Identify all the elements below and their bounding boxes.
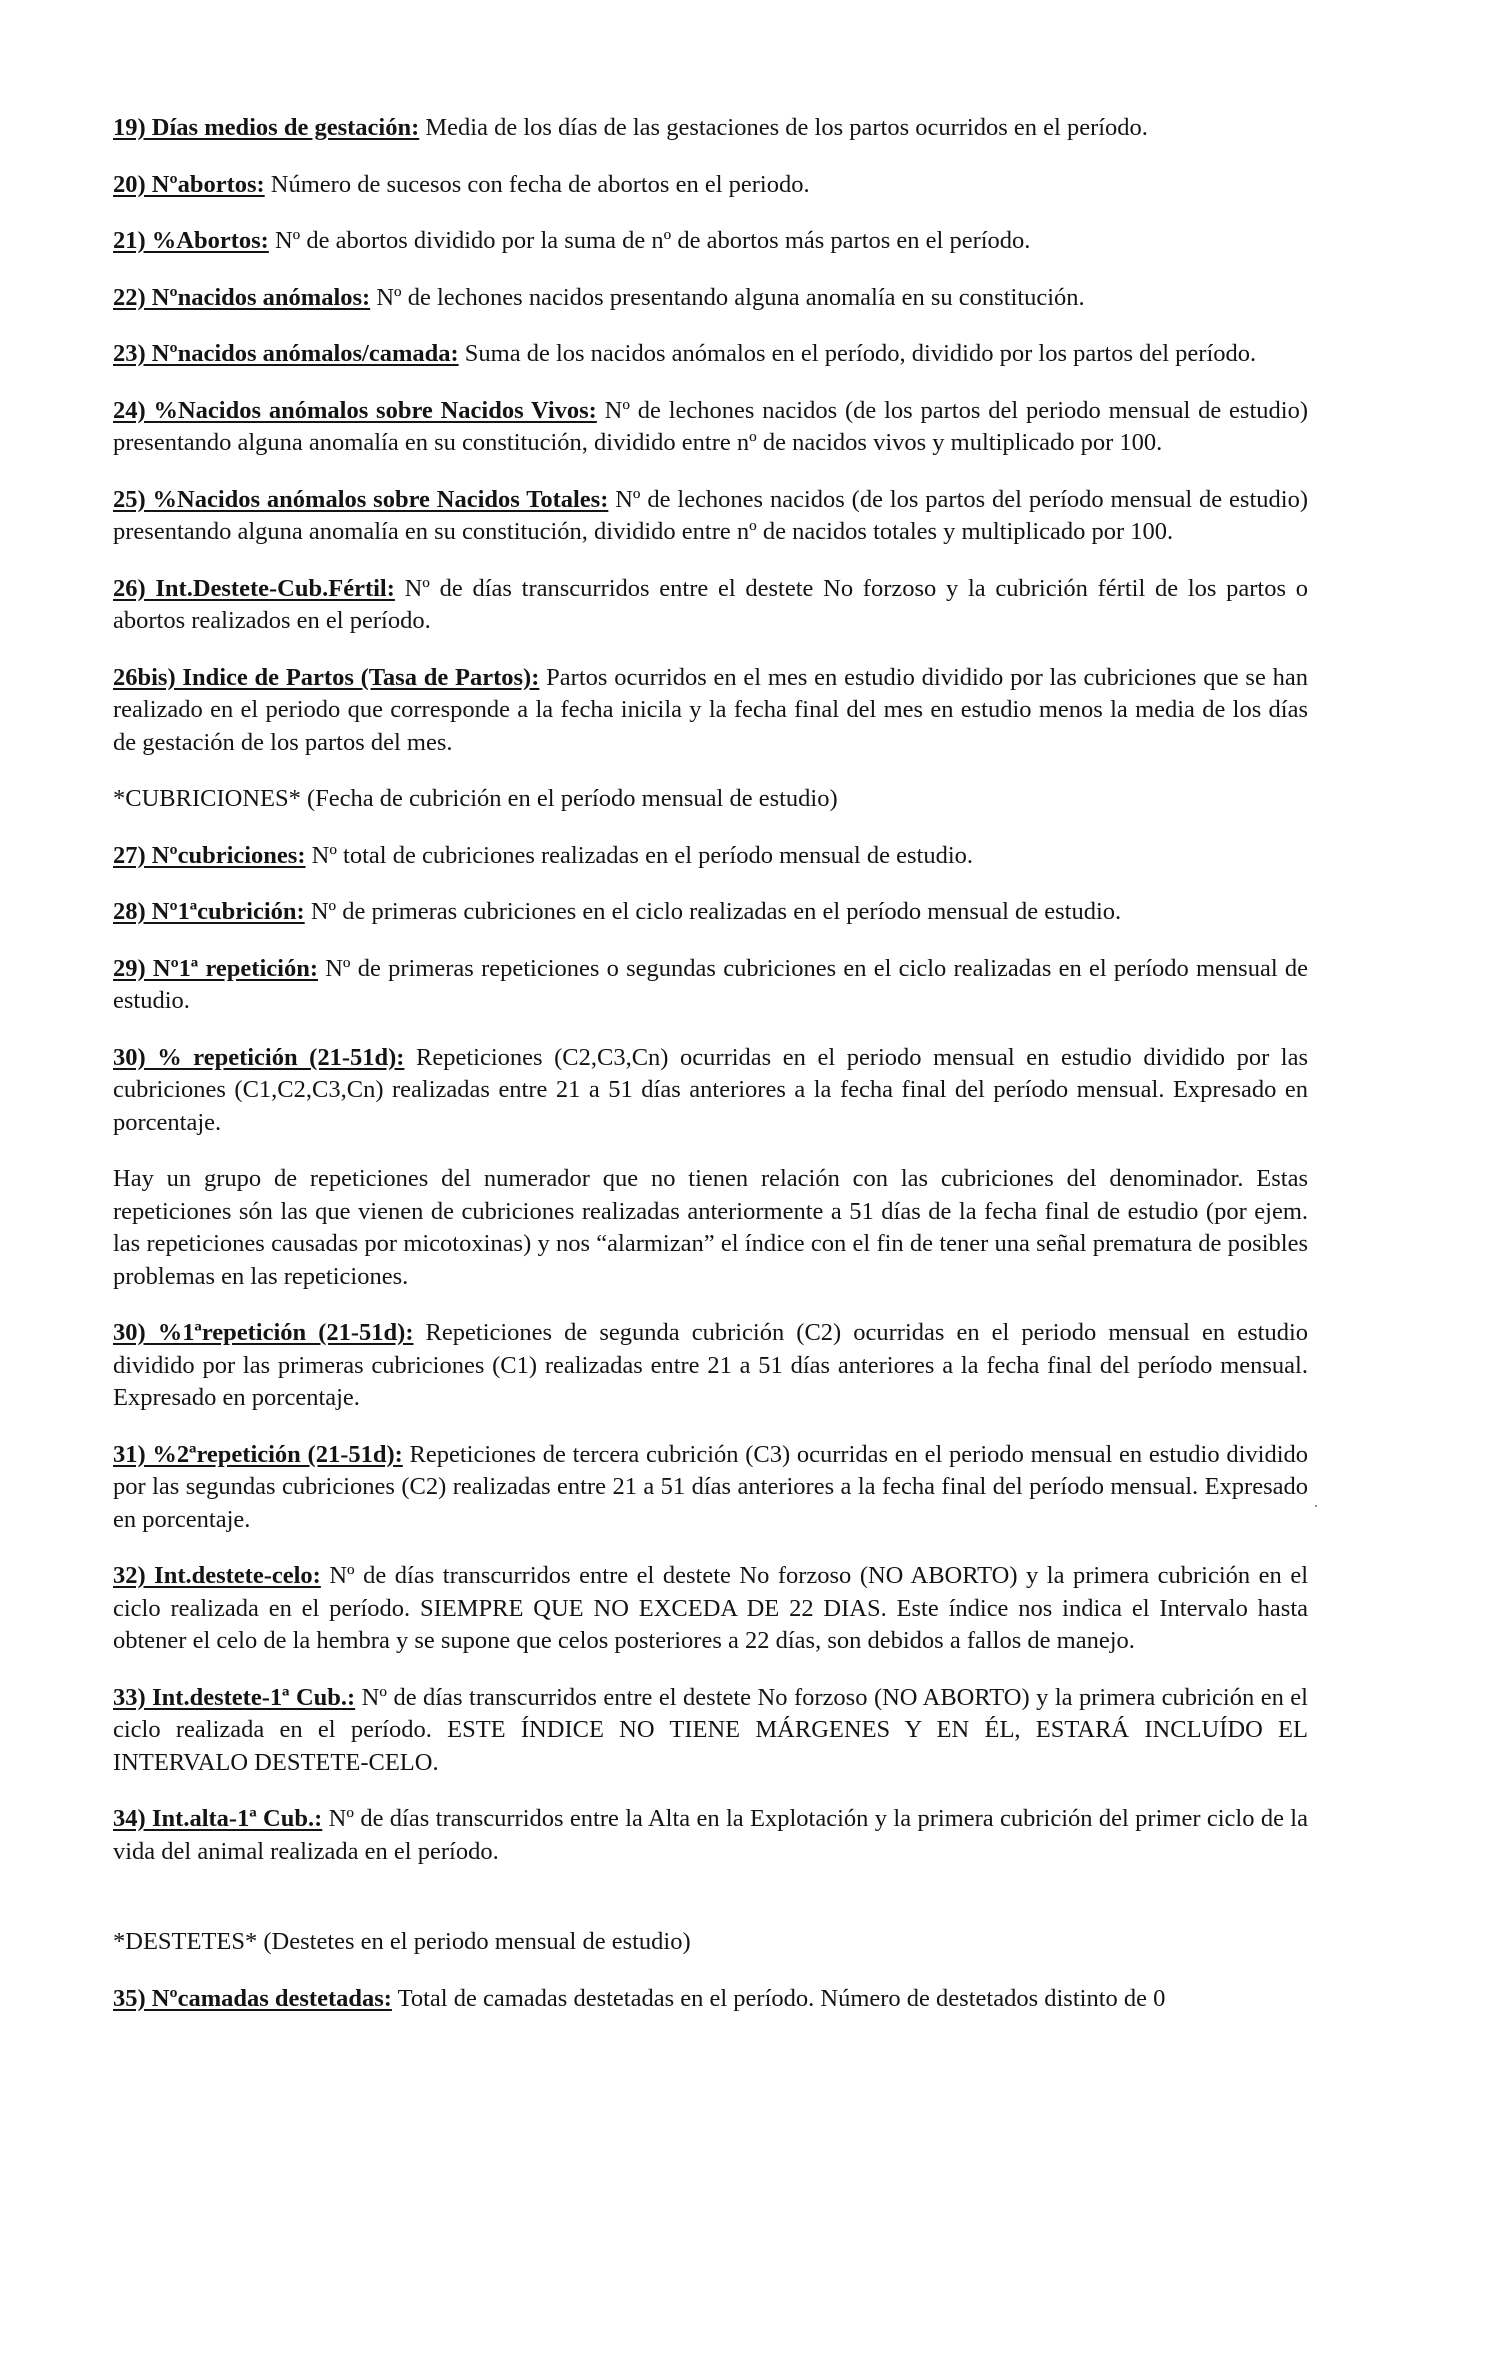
term-26bis: 26bis) Indice de Partos (Tasa de Partos): [113,663,540,691]
scan-speck [1315,1505,1317,1507]
definition-33 [113,1682,1308,1780]
term-24: 24) %Nacidos anómalos sobre Nacidos Vivos: [113,396,597,424]
definition-text-31: Repeticiones de tercera cubrición (C3) ocurridas en el periodo mensual en estudio dividido por las segundas cubriciones (C2) realizadas entre 21 a 51 días anteriores a la fecha final del período mensual. Expresado en porcentaje. [113,1440,1308,1533]
definition-text-34: Nº de días transcurridos entre la Alta en la Explotación y la primera cubrición del primer ciclo de la vida del animal realizada en el período. [113,1805,1308,1865]
definition-31 [113,1439,1308,1537]
definition-text-23: Suma de los nacidos anómalos en el período, dividido por los partos del período. [458,340,1257,367]
definition-23 [113,338,1308,371]
definition-32 [113,1560,1308,1658]
term-30-first-repeat: 30) %1ªrepetición (21-51d): [113,1319,414,1346]
definition-19 [113,112,1308,145]
definition-text-26: Nº de días transcurridos entre el destete No forzoso y la cubrición fértil de los partos o abortos realizados en el período. [113,574,1308,634]
term-30: 30) % repetición (21-51d): [113,1043,405,1071]
definition-34 [113,1803,1308,1868]
definition-text-20: Número de sucesos con fecha de abortos en el periodo. [264,170,810,198]
definition-text-28: Nº de primeras cubriciones en el ciclo realizadas en el período mensual de estudio. [304,898,1122,925]
definition-text-32: Nº de días transcurridos entre el destete No forzoso (NO ABORTO) y la primera cubrición en el ciclo realizada en el período. SIEMPRE QUE NO EXCEDA DE 22 DIAS. Este índice nos indica el Intervalo hasta obtener el celo de la hembra y se supone que celos posteriores a 22 días, son debidos a fallos de manejo. [113,1562,1308,1654]
definition-29 [113,953,1308,1018]
term-23: 23) Nºnacidos anómalos/camada: [113,340,459,367]
definition-text-24: Nº de lechones nacidos (de los partos del periodo mensual de estudio) presentando alguna anomalía en su constitución, dividido entre nº de nacidos vivos y multiplicado por 100. [113,396,1308,456]
definition-text-33: Nº de días transcurridos entre el destete No forzoso (NO ABORTO) y la primera cubrición en el ciclo realizada en el período. ESTE ÍNDICE NO TIENE MÁRGENES Y EN ÉL, ESTARÁ INCLUÍDO EL INTERVALO DESTETE-CELO. [113,1683,1308,1776]
document-page [113,112,1308,2039]
definition-text-27: Nº total de cubriciones realizadas en el período mensual de estudio. [305,841,974,869]
definition-text-22: Nº de lechones nacidos presentando alguna anomalía en su constitución. [370,283,1085,311]
definition-text-30-first-repeat: Repeticiones de segunda cubrición (C2) ocurridas en el periodo mensual en estudio dividido por las primeras cubriciones (C1) realizadas entre 21 a 51 días anteriores a la fecha final del período mensual. Expresado en porcentaje. [113,1319,1309,1411]
term-20: 20) Nºabortos: [113,170,265,198]
term-32: 32) Int.destete-celo: [113,1562,321,1589]
term-35: 35) Nºcamadas destetadas: [113,1984,392,2012]
definition-30 [113,1042,1308,1140]
definition-text-25: Nº de lechones nacidos (de los partos del período mensual de estudio) presentando alguna anomalía en su constitución, dividido entre nº de nacidos totales y multiplicado por 100. [113,485,1308,545]
definition-25 [113,484,1308,549]
definition-text-35: Total de camadas destetadas en el período. Número de destetados distinto de 0 [391,1984,1166,2012]
definition-28 [113,896,1308,929]
section-heading-cubriciones: *CUBRICIONES* (Fecha de cubrición en el período mensual de estudio) [113,785,838,812]
definition-35 [113,1983,1308,2016]
note-paragraph: Hay un grupo de repeticiones del numerador que no tienen relación con las cubriciones del denominador. Estas repeticiones són las que vienen de cubriciones realizadas anteriormente a 51 días de la fecha final de estudio (por ejem. las repeticiones causadas por micotoxinas) y nos “alarmizan” el índice con el fin de tener una señal prematura de posibles problemas en las repeticiones. [113,1165,1308,1290]
definition-30-first-repeat [113,1317,1308,1415]
term-31: 31) %2ªrepetición (21-51d): [113,1440,403,1468]
definition-text-29: Nº de primeras repeticiones o segundas cubriciones en el ciclo realizadas en el período mensual de estudio. [113,954,1308,1014]
definition-26bis [113,662,1308,760]
definition-text-26bis: Partos ocurridos en el mes en estudio dividido por las cubriciones que se han realizado en el periodo que corresponde a la fecha inicila y la fecha final del mes en estudio menos la media de los días de gestación de los partos del mes. [113,663,1308,756]
definition-20 [113,169,1308,202]
definition-text-21: Nº de abortos dividido por la suma de nº de abortos más partos en el período. [268,227,1031,254]
term-33: 33) Int.destete-1ª Cub.: [113,1683,356,1711]
term-29: 29) Nº1ª repetición: [113,954,318,982]
definition-27 [113,840,1308,873]
term-27: 27) Nºcubriciones: [113,841,306,869]
definition-text-30: Repeticiones (C2,C3,Cn) ocurridas en el periodo mensual en estudio dividido por las cubriciones (C1,C2,C3,Cn) realizadas entre 21 a 51 días anteriores a la fecha final del período mensual. Expresado en porcentaje. [113,1043,1309,1136]
term-19: 19) Días medios de gestación: [113,114,420,141]
definition-text-19: Media de los días de las gestaciones de los partos ocurridos en el período. [419,114,1148,141]
definition-24 [113,395,1308,460]
term-34: 34) Int.alta-1ª Cub.: [113,1805,323,1832]
definition-21 [113,225,1308,258]
term-21: 21) %Abortos: [113,227,269,254]
term-25: 25) %Nacidos anómalos sobre Nacidos Totales: [113,485,609,513]
definition-22 [113,282,1308,315]
section-heading-destetes: *DESTETES* (Destetes en el periodo mensual de estudio) [113,1928,691,1955]
term-28: 28) Nº1ªcubrición: [113,898,305,925]
definition-26 [113,573,1308,638]
term-26: 26) Int.Destete-Cub.Fértil: [113,574,395,602]
term-22: 22) Nºnacidos anómalos: [113,283,371,311]
